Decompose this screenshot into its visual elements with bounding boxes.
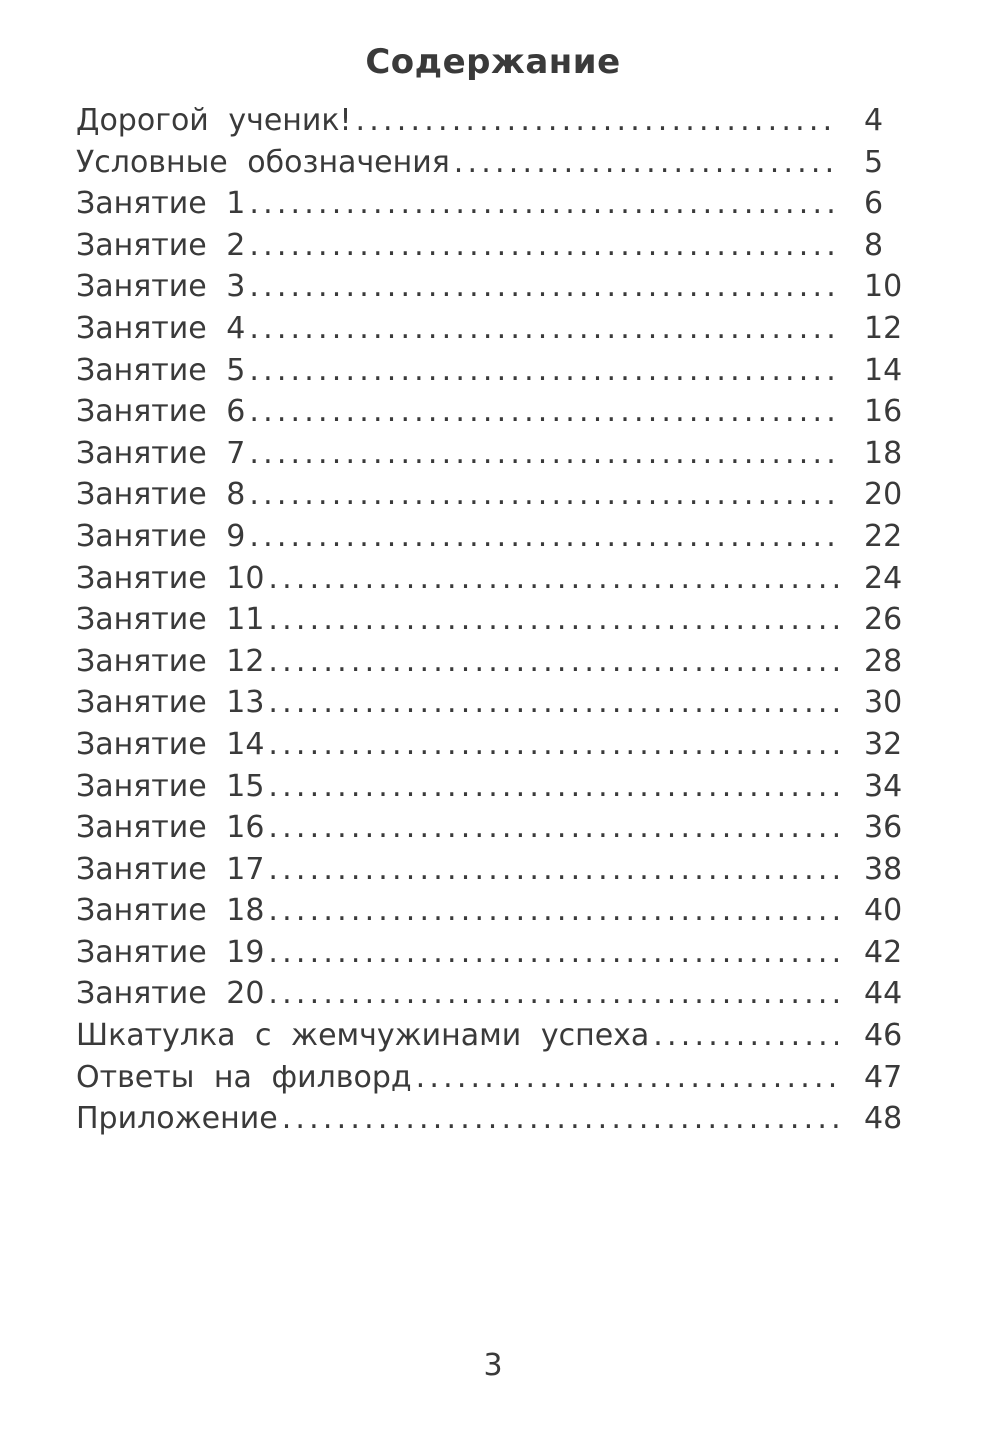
toc-entry [76, 391, 906, 433]
toc-entry [76, 766, 906, 808]
toc-entry-label: Ответы на филворд [76, 1059, 412, 1095]
toc-entry [76, 641, 906, 683]
toc-entry-page: 18 [864, 435, 903, 471]
toc-entry [76, 1015, 906, 1057]
toc-entry-label: Занятие 1 [76, 186, 246, 222]
toc-entry [76, 724, 906, 766]
toc-entry-page: 26 [864, 602, 903, 638]
toc-entry [76, 932, 906, 974]
toc-entry-label: Дорогой ученик! [76, 103, 352, 138]
toc-entry-label: Занятие 19 [76, 934, 265, 970]
toc-entry-label: Шкатулка с жемчужинами успеха [76, 1018, 650, 1054]
toc-entry-page: 48 [864, 1101, 903, 1137]
toc-entry [76, 308, 906, 350]
toc-dot-leader [356, 100, 838, 142]
toc-dot-leader [268, 849, 838, 891]
toc-entry-page: 34 [864, 768, 903, 804]
toc-entry-page: 44 [864, 976, 903, 1012]
toc-entry-page: 46 [864, 1018, 903, 1054]
toc-entry-label: Занятие 11 [76, 602, 265, 638]
toc-entry-page: 16 [864, 394, 903, 430]
toc-dot-leader [249, 183, 838, 225]
toc-dot-leader [268, 973, 838, 1015]
toc-entry-label: Занятие 9 [76, 518, 246, 554]
toc-dot-leader [249, 266, 838, 308]
toc-entry [76, 1057, 906, 1099]
toc-entry [76, 142, 906, 184]
toc-entry [76, 558, 906, 600]
toc-entry-page: 30 [864, 685, 903, 721]
toc-entry-label: Занятие 17 [76, 851, 265, 887]
toc-dot-leader [249, 474, 838, 516]
toc-entry-page: 4 [864, 103, 884, 138]
toc-entry-page: 5 [864, 144, 884, 180]
toc-entry-label: Занятие 2 [76, 227, 246, 263]
toc-entry-page: 28 [864, 643, 903, 679]
toc-dot-leader [454, 142, 838, 184]
toc-entry-label: Занятие 10 [76, 560, 265, 596]
toc-entry-label: Занятие 3 [76, 269, 246, 305]
toc-entry-page: 36 [864, 810, 903, 846]
toc-entry [76, 682, 906, 724]
toc-entry-page: 40 [864, 893, 903, 929]
toc-dot-leader [268, 682, 838, 724]
toc-entry-label: Занятие 5 [76, 352, 246, 388]
toc-entry-label: Занятие 6 [76, 394, 246, 430]
page-number: 3 [483, 1348, 503, 1383]
toc-dot-leader [268, 890, 838, 932]
toc-entry-page: 14 [864, 352, 903, 388]
toc-entry [76, 433, 906, 475]
toc-entry-label: Занятие 4 [76, 310, 246, 346]
toc-entry [76, 890, 906, 932]
toc-dot-leader [416, 1057, 838, 1099]
toc-entry [76, 849, 906, 891]
toc-dot-leader [249, 516, 838, 558]
toc-entry [76, 516, 906, 558]
toc-entry-page: 6 [864, 186, 884, 222]
toc-dot-leader [268, 932, 838, 974]
toc-entry [76, 225, 906, 267]
toc-entry [76, 183, 906, 225]
toc-entry [76, 807, 906, 849]
toc-entry-page: 38 [864, 851, 903, 887]
toc-entry-label: Занятие 15 [76, 768, 265, 804]
table-of-contents [76, 100, 906, 1140]
page-title: Содержание [365, 42, 621, 82]
toc-entry-page: 24 [864, 560, 903, 596]
toc-entry-page: 12 [864, 310, 903, 346]
toc-entry-label: Занятие 18 [76, 893, 265, 929]
toc-dot-leader [268, 724, 838, 766]
toc-entry-label: Приложение [76, 1101, 278, 1137]
toc-entry-label: Занятие 12 [76, 643, 265, 679]
toc-entry-page: 20 [864, 477, 903, 513]
toc-dot-leader [268, 558, 838, 600]
toc-dot-leader [268, 766, 838, 808]
toc-dot-leader [249, 350, 838, 392]
toc-dot-leader [268, 599, 838, 641]
toc-dot-leader [249, 391, 838, 433]
toc-entry [76, 474, 906, 516]
toc-dot-leader [268, 807, 838, 849]
toc-dot-leader [249, 308, 838, 350]
toc-dot-leader [282, 1098, 838, 1140]
toc-entry-page: 22 [864, 518, 903, 554]
toc-entry [76, 100, 906, 142]
toc-entry-label: Занятие 20 [76, 976, 265, 1012]
toc-entry [76, 973, 906, 1015]
toc-dot-leader [653, 1015, 838, 1057]
toc-dot-leader [268, 641, 838, 683]
toc-entry-page: 8 [864, 227, 884, 263]
toc-entry-label: Занятие 7 [76, 435, 246, 471]
toc-entry [76, 350, 906, 392]
toc-entry [76, 266, 906, 308]
toc-entry-label: Занятие 13 [76, 685, 265, 721]
toc-dot-leader [249, 433, 838, 475]
toc-entry-label: Занятие 14 [76, 726, 265, 762]
toc-entry [76, 1098, 906, 1140]
toc-entry-page: 42 [864, 934, 903, 970]
toc-dot-leader [249, 225, 838, 267]
toc-entry-label: Условные обозначения [76, 144, 450, 180]
toc-entry [76, 599, 906, 641]
toc-entry-label: Занятие 8 [76, 477, 246, 513]
toc-entry-page: 47 [864, 1059, 903, 1095]
toc-entry-page: 10 [864, 269, 903, 305]
toc-entry-label: Занятие 16 [76, 810, 265, 846]
toc-entry-page: 32 [864, 726, 903, 762]
